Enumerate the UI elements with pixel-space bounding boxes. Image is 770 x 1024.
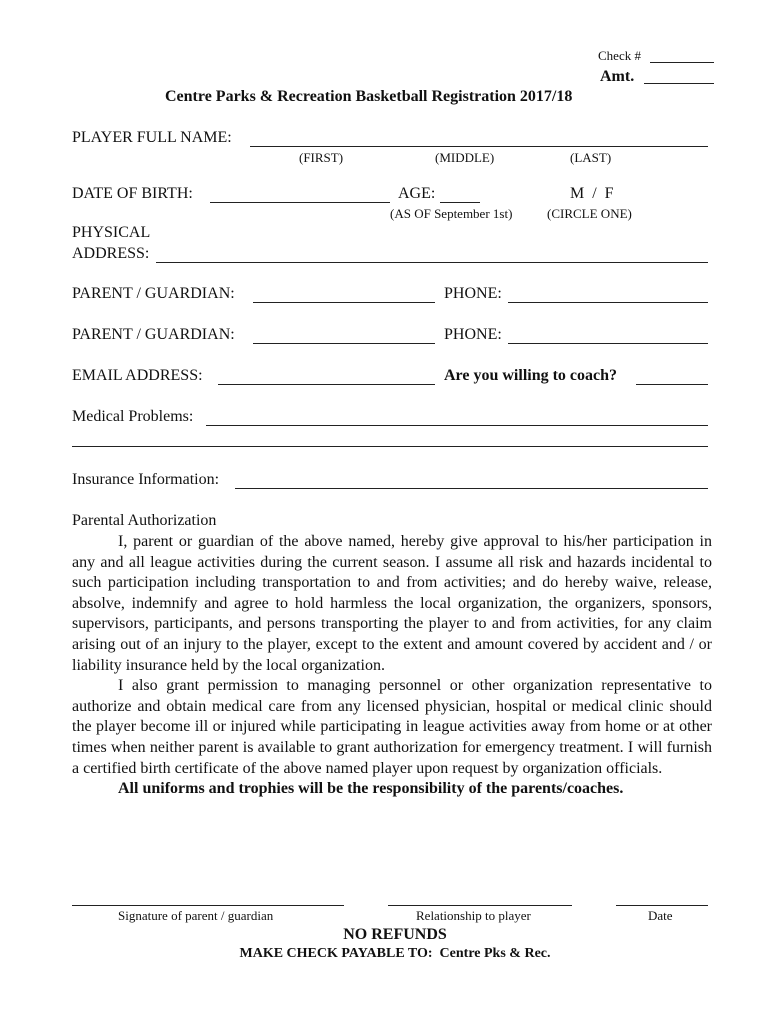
last-name-caption: (LAST)	[570, 150, 612, 165]
middle-name-caption: (MIDDLE)	[435, 150, 495, 165]
check-number-label: Check #	[598, 48, 641, 63]
parent-guardian-1-label: PARENT / GUARDIAN:	[72, 285, 235, 302]
phone-1-label: PHONE:	[444, 285, 502, 302]
coach-question-label: Are you willing to coach?	[444, 367, 618, 384]
physical-label: PHYSICAL	[72, 224, 151, 241]
coach-answer-field[interactable]	[636, 384, 708, 385]
email-address-field[interactable]	[218, 384, 435, 385]
insurance-information-label: Insurance Information:	[72, 471, 220, 488]
insurance-information-field[interactable]	[235, 488, 708, 489]
authorization-paragraph-1: I, parent or guardian of the above named, hereby give approval to his/her participation in any and all league activities during the current season. I assume all risk and hazards incidental to such participation including transportation to and from activities; and do hereby waive, release, absolve, indemnify and agree to hold harmless the local organization, the organizers, sponsors, supervisors, participants, and persons transporting the player to and from activities, for any claim arising out of an injury to the player, except to the extent and amount covered by accident and / or liability insurance held by the local organization.	[72, 533, 712, 674]
medical-problems-label: Medical Problems:	[72, 408, 194, 425]
first-name-caption: (FIRST)	[299, 150, 344, 165]
form-title: Centre Parks & Recreation Basketball Registration 2017/18	[165, 88, 573, 105]
player-name-label: PLAYER FULL NAME:	[72, 129, 232, 146]
gender-caption: (CIRCLE ONE)	[547, 206, 632, 221]
date-of-birth-field[interactable]	[210, 202, 390, 203]
medical-problems-field[interactable]	[206, 425, 708, 426]
gender-options[interactable]: M / F	[570, 185, 614, 202]
relationship-caption: Relationship to player	[416, 908, 531, 923]
parent-guardian-2-field[interactable]	[253, 343, 435, 344]
authorization-body	[72, 532, 712, 800]
amount-label: Amt.	[600, 68, 635, 85]
date-field[interactable]	[616, 905, 708, 906]
signature-caption: Signature of parent / guardian	[118, 908, 274, 923]
medical-problems-field-line-2[interactable]	[72, 446, 708, 447]
authorization-paragraph-2: I also grant permission to managing personnel or other organization representative to authorize and obtain medical care from any licensed physician, hospital or medical clinic should the player become ill or injured while participating in league activities away from home or at other times when neither parent is available to grant authorization for emergency treatment. I will furnish a certified birth certificate of the above named player upon request by organization officials.	[72, 677, 712, 777]
age-caption: (AS OF September 1st)	[390, 206, 513, 221]
no-refunds-notice: NO REFUNDS	[343, 926, 447, 943]
phone-2-field[interactable]	[508, 343, 708, 344]
age-label: AGE:	[398, 185, 436, 202]
address-label: ADDRESS:	[72, 245, 150, 262]
signature-field[interactable]	[72, 905, 344, 906]
parent-guardian-1-field[interactable]	[253, 302, 435, 303]
uniforms-notice: All uniforms and trophies will be the responsibility of the parents/coaches.	[118, 780, 624, 798]
phone-2-label: PHONE:	[444, 326, 502, 343]
date-caption: Date	[648, 908, 673, 923]
player-name-field[interactable]	[250, 146, 708, 147]
date-of-birth-label: DATE OF BIRTH:	[72, 185, 193, 202]
phone-1-field[interactable]	[508, 302, 708, 303]
parent-guardian-2-label: PARENT / GUARDIAN:	[72, 326, 235, 343]
check-number-field[interactable]	[650, 62, 714, 63]
email-address-label: EMAIL ADDRESS:	[72, 367, 203, 384]
age-field[interactable]	[440, 202, 480, 203]
relationship-field[interactable]	[388, 905, 572, 906]
address-field[interactable]	[156, 262, 708, 263]
check-payable-notice: MAKE CHECK PAYABLE TO: Centre Pks & Rec.	[239, 946, 551, 961]
amount-field[interactable]	[644, 83, 714, 84]
authorization-heading: Parental Authorization	[72, 512, 217, 529]
